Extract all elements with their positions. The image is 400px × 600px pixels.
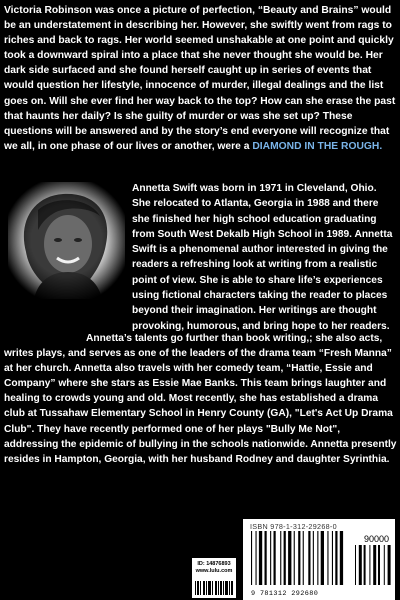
author-portrait-image	[8, 182, 125, 299]
lulu-id: ID: 14876893	[197, 561, 231, 567]
author-bio-paragraph-2	[4, 331, 397, 467]
back-cover-blurb	[4, 3, 397, 154]
barcode-icon	[243, 519, 395, 600]
isbn-barcode	[243, 519, 395, 600]
blurb-highlight: DIAMOND IN THE ROUGH.	[252, 140, 383, 152]
lulu-url: www.lulu.com	[195, 568, 233, 574]
author-bio-paragraph-1: Annetta Swift was born in 1971 in Cleveland, Ohio. She relocated to Atlanta, Georgia in 1988 and there she finished her high school education graduating from South West Dekalb High School in 1989. Annetta Swift is a phenomenal author interested in giving the readers a refreshing look at writing from a realistic point of view. She is able to share life’s experiences using fictional characters taking the reader to places beyond their imagination. Her writings are thought provoking, humorous, and bring hope to her readers.	[132, 183, 393, 332]
lulu-barcode-icon	[195, 581, 233, 595]
isbn-digits: 9 781312 292680	[251, 590, 319, 598]
lulu-label	[192, 558, 236, 598]
isbn-label: ISBN 978-1-312-29268-0	[250, 522, 337, 531]
author-photo	[8, 182, 125, 299]
author-bio-paragraph-2-text: Annetta’s talents go further than book writing,; she also acts, writes plays, and serves as one of the leaders of the drama team “Fresh Manna” at her church. Annetta also travels with her comedy team, “Hattie, Essie and Company” where she stars as Essie Mae Banks. This team brings laughter and healing to crowds young and old. Most recently, she has established a drama club at Tussahaw Elementary School in Henry County (GA), "Let's Act Up Drama Club". They have recently performed one of her plays "Bully Me Not", addressing the epidemic of bullying in the schools nationwide. Annetta presently resides in Hampton, Georgia, with her husband Rodney and daughter Syrinthia.	[4, 333, 397, 465]
blurb-text: Victoria Robinson was once a picture of perfection, “Beauty and Brains” would be an understatement in describing her. However, she swiftly went from rags to riches and back to rags. Her world seemed unshakable at one point and quickly took a downward spiral into a place that she never thought she would be. Her dark side surfaced and she found herself caught up in series of events that would question her lifestyle, innocence of murder, illegal dealings and the list goes on. Will she ever find her way back to the top? How can she erase the past that haunts her daily? Is she guilty of murder or was she set up? These questions will be answered and by the story’s end everyone will recognize that we all, in one phase of our lives or another, were a	[4, 5, 396, 152]
price-code: 90000	[363, 534, 389, 544]
